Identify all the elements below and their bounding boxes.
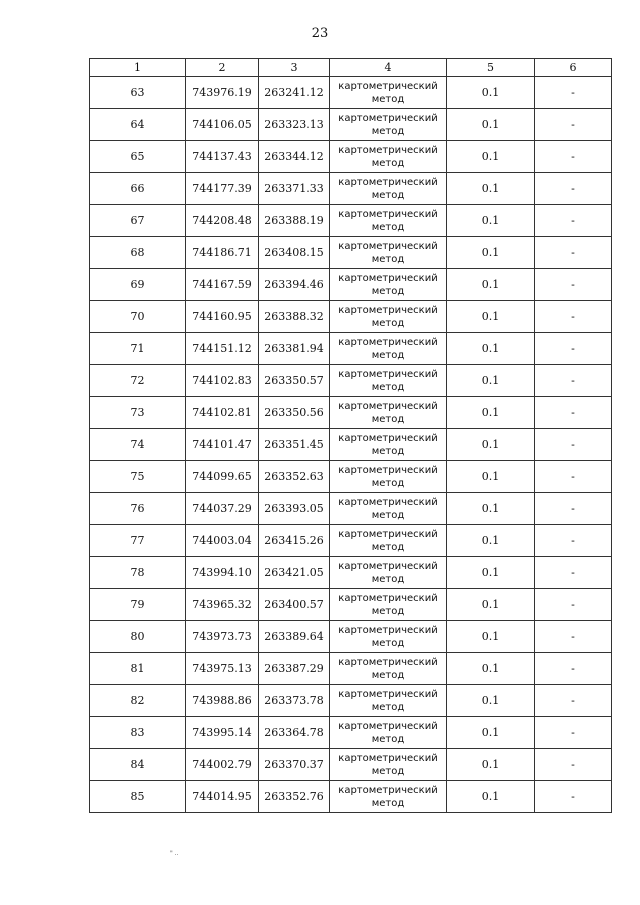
method-line-2: метод [371,157,405,169]
precision-cell: 0.1 [447,717,535,749]
note-cell: - [535,685,612,717]
method-line-2: метод [371,669,405,681]
method-line-1: картометрический [338,784,438,796]
header-row [90,59,612,77]
method-line-2: метод [371,381,405,393]
point-number-cell: 70 [90,301,186,333]
y-coordinate-cell: 263389.64 [259,621,330,653]
method-line-2: метод [371,797,405,809]
method-line-2: метод [371,413,405,425]
point-number-cell: 77 [90,525,186,557]
note-cell: - [535,493,612,525]
method-cell [330,429,447,461]
method-cell [330,589,447,621]
method-cell [330,653,447,685]
scan-marks: " .. [170,850,179,857]
precision-cell: 0.1 [447,781,535,813]
method-line-2: метод [371,509,405,521]
method-cell [330,685,447,717]
point-number-cell: 69 [90,269,186,301]
note-cell: - [535,365,612,397]
method-cell [330,781,447,813]
method-line-2: метод [371,349,405,361]
point-number-cell: 72 [90,365,186,397]
method-line-2: метод [371,637,405,649]
method-line-1: картометрический [338,464,438,476]
method-cell [330,141,447,173]
method-cell [330,525,447,557]
x-coordinate-cell: 744106.05 [186,109,259,141]
method-cell [330,365,447,397]
method-line-1: картометрический [338,624,438,636]
note-cell: - [535,717,612,749]
y-coordinate-cell: 263388.19 [259,205,330,237]
method-line-2: метод [371,253,405,265]
note-cell: - [535,173,612,205]
note-cell: - [535,781,612,813]
method-cell [330,173,447,205]
x-coordinate-cell: 743988.86 [186,685,259,717]
x-coordinate-cell: 744102.83 [186,365,259,397]
method-line-1: картометрический [338,80,438,92]
method-line-1: картометрический [338,112,438,124]
precision-cell: 0.1 [447,429,535,461]
header-cell-precision: 5 [447,59,535,77]
method-cell [330,717,447,749]
point-number-cell: 74 [90,429,186,461]
method-cell [330,493,447,525]
precision-cell: 0.1 [447,589,535,621]
point-number-cell: 76 [90,493,186,525]
y-coordinate-cell: 263421.05 [259,557,330,589]
method-cell [330,109,447,141]
x-coordinate-cell: 744177.39 [186,173,259,205]
note-cell: - [535,461,612,493]
note-cell: - [535,109,612,141]
note-cell: - [535,141,612,173]
precision-cell: 0.1 [447,301,535,333]
method-line-2: метод [371,125,405,137]
method-line-1: картометрический [338,368,438,380]
table-row [90,749,612,781]
table-row [90,109,612,141]
header-cell-method: 4 [330,59,447,77]
point-number-cell: 63 [90,77,186,109]
point-number-cell: 78 [90,557,186,589]
y-coordinate-cell: 263241.12 [259,77,330,109]
point-number-cell: 64 [90,109,186,141]
point-number-cell: 83 [90,717,186,749]
note-cell: - [535,621,612,653]
precision-cell: 0.1 [447,237,535,269]
point-number-cell: 67 [90,205,186,237]
table-row [90,781,612,813]
method-line-2: метод [371,765,405,777]
method-line-1: картометрический [338,560,438,572]
method-line-2: метод [371,701,405,713]
precision-cell: 0.1 [447,621,535,653]
x-coordinate-cell: 744003.04 [186,525,259,557]
x-coordinate-cell: 743975.13 [186,653,259,685]
method-line-1: картометрический [338,688,438,700]
method-line-1: картометрический [338,208,438,220]
precision-cell: 0.1 [447,525,535,557]
precision-cell: 0.1 [447,333,535,365]
point-number-cell: 75 [90,461,186,493]
note-cell: - [535,237,612,269]
header-cell-x: 2 [186,59,259,77]
note-cell: - [535,333,612,365]
precision-cell: 0.1 [447,493,535,525]
method-line-2: метод [371,189,405,201]
table-row [90,429,612,461]
method-line-2: метод [371,93,405,105]
table-row [90,141,612,173]
y-coordinate-cell: 263387.29 [259,653,330,685]
table-row [90,397,612,429]
method-cell [330,333,447,365]
method-line-1: картометрический [338,144,438,156]
precision-cell: 0.1 [447,365,535,397]
method-line-1: картометрический [338,240,438,252]
y-coordinate-cell: 263351.45 [259,429,330,461]
method-line-2: метод [371,541,405,553]
note-cell: - [535,397,612,429]
table-row [90,301,612,333]
x-coordinate-cell: 744002.79 [186,749,259,781]
point-number-cell: 85 [90,781,186,813]
note-cell: - [535,749,612,781]
precision-cell: 0.1 [447,173,535,205]
y-coordinate-cell: 263393.05 [259,493,330,525]
x-coordinate-cell: 744099.65 [186,461,259,493]
table-row [90,269,612,301]
precision-cell: 0.1 [447,653,535,685]
y-coordinate-cell: 263352.63 [259,461,330,493]
y-coordinate-cell: 263364.78 [259,717,330,749]
precision-cell: 0.1 [447,109,535,141]
precision-cell: 0.1 [447,749,535,781]
x-coordinate-cell: 744151.12 [186,333,259,365]
y-coordinate-cell: 263415.26 [259,525,330,557]
precision-cell: 0.1 [447,205,535,237]
note-cell: - [535,429,612,461]
point-number-cell: 71 [90,333,186,365]
precision-cell: 0.1 [447,685,535,717]
table-row [90,717,612,749]
method-line-2: метод [371,605,405,617]
x-coordinate-cell: 744037.29 [186,493,259,525]
method-cell [330,205,447,237]
method-line-2: метод [371,573,405,585]
precision-cell: 0.1 [447,141,535,173]
x-coordinate-cell: 744208.48 [186,205,259,237]
table-row [90,589,612,621]
precision-cell: 0.1 [447,461,535,493]
y-coordinate-cell: 263388.32 [259,301,330,333]
page-number: 23 [311,26,329,41]
method-line-1: картометрический [338,720,438,732]
method-line-1: картометрический [338,496,438,508]
header-cell-y: 3 [259,59,330,77]
y-coordinate-cell: 263371.33 [259,173,330,205]
x-coordinate-cell: 743976.19 [186,77,259,109]
method-line-1: картометрический [338,272,438,284]
method-cell [330,77,447,109]
note-cell: - [535,301,612,333]
point-number-cell: 79 [90,589,186,621]
table-row [90,461,612,493]
x-coordinate-cell: 743995.14 [186,717,259,749]
point-number-cell: 82 [90,685,186,717]
note-cell: - [535,653,612,685]
precision-cell: 0.1 [447,397,535,429]
x-coordinate-cell: 744102.81 [186,397,259,429]
method-line-2: метод [371,221,405,233]
method-cell [330,301,447,333]
y-coordinate-cell: 263352.76 [259,781,330,813]
header-cell-point-number: 1 [90,59,186,77]
method-cell [330,269,447,301]
table-row [90,493,612,525]
table-row [90,205,612,237]
point-number-cell: 84 [90,749,186,781]
method-line-2: метод [371,445,405,457]
precision-cell: 0.1 [447,269,535,301]
y-coordinate-cell: 263381.94 [259,333,330,365]
method-line-1: картометрический [338,304,438,316]
point-number-cell: 80 [90,621,186,653]
note-cell: - [535,525,612,557]
table-row [90,333,612,365]
y-coordinate-cell: 263323.13 [259,109,330,141]
x-coordinate-cell: 744167.59 [186,269,259,301]
table-row [90,173,612,205]
note-cell: - [535,269,612,301]
method-line-1: картометрический [338,656,438,668]
table-row [90,685,612,717]
note-cell: - [535,77,612,109]
precision-cell: 0.1 [447,557,535,589]
x-coordinate-cell: 744137.43 [186,141,259,173]
point-number-cell: 73 [90,397,186,429]
y-coordinate-cell: 263370.37 [259,749,330,781]
point-number-cell: 68 [90,237,186,269]
y-coordinate-cell: 263408.15 [259,237,330,269]
method-line-1: картометрический [338,752,438,764]
note-cell: - [535,557,612,589]
method-line-2: метод [371,317,405,329]
table-row [90,653,612,685]
method-line-1: картометрический [338,592,438,604]
method-cell [330,749,447,781]
method-line-1: картометрический [338,176,438,188]
coordinates-table [89,58,612,813]
method-line-2: метод [371,733,405,745]
table-row [90,621,612,653]
method-cell [330,621,447,653]
table-row [90,365,612,397]
header-cell-note: 6 [535,59,612,77]
x-coordinate-cell: 744186.71 [186,237,259,269]
method-cell [330,237,447,269]
x-coordinate-cell: 743965.32 [186,589,259,621]
x-coordinate-cell: 744101.47 [186,429,259,461]
y-coordinate-cell: 263394.46 [259,269,330,301]
point-number-cell: 81 [90,653,186,685]
x-coordinate-cell: 743973.73 [186,621,259,653]
method-line-1: картометрический [338,400,438,412]
method-line-1: картометрический [338,528,438,540]
point-number-cell: 65 [90,141,186,173]
table-row [90,77,612,109]
x-coordinate-cell: 744160.95 [186,301,259,333]
table-row [90,525,612,557]
note-cell: - [535,205,612,237]
x-coordinate-cell: 743994.10 [186,557,259,589]
method-line-1: картометрический [338,336,438,348]
method-line-2: метод [371,477,405,489]
table-row [90,557,612,589]
y-coordinate-cell: 263350.56 [259,397,330,429]
method-line-1: картометрический [338,432,438,444]
y-coordinate-cell: 263350.57 [259,365,330,397]
method-line-2: метод [371,285,405,297]
y-coordinate-cell: 263373.78 [259,685,330,717]
precision-cell: 0.1 [447,77,535,109]
table-body [90,77,612,813]
point-number-cell: 66 [90,173,186,205]
x-coordinate-cell: 744014.95 [186,781,259,813]
y-coordinate-cell: 263344.12 [259,141,330,173]
method-cell [330,461,447,493]
method-cell [330,557,447,589]
y-coordinate-cell: 263400.57 [259,589,330,621]
method-cell [330,397,447,429]
table-row [90,237,612,269]
note-cell: - [535,589,612,621]
